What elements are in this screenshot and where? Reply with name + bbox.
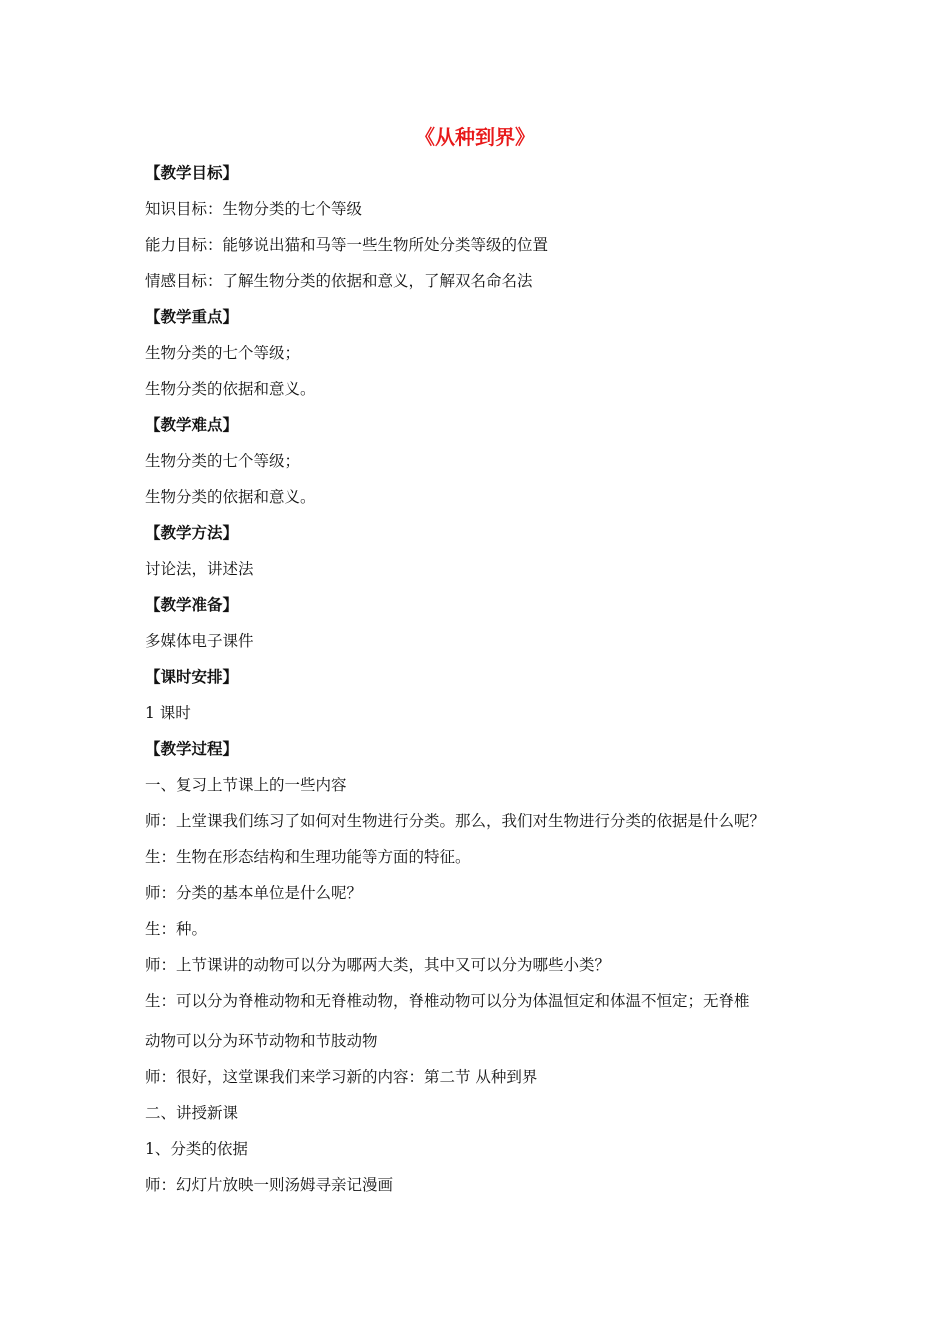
body-line: 师：幻灯片放映一则汤姆寻亲记漫画: [145, 1176, 394, 1194]
body-line: 生物分类的七个等级；: [145, 452, 301, 470]
body-line: 动物可以分为环节动物和节肢动物: [145, 1032, 378, 1050]
body-line: 生物分类的七个等级；: [145, 344, 301, 362]
body-line: 1、分类的依据: [145, 1140, 248, 1158]
body-line: 一、复习上节课上的一些内容: [145, 776, 347, 794]
section-heading: 【教学过程】: [145, 740, 239, 758]
body-line: 情感目标：了解生物分类的依据和意义，了解双名命名法: [145, 272, 533, 290]
body-line: 师：上堂课我们练习了如何对生物进行分类。那么，我们对生物进行分类的依据是什么呢？: [145, 812, 766, 830]
section-heading: 【教学准备】: [145, 596, 239, 614]
body-line: 师：分类的基本单位是什么呢？: [145, 884, 363, 902]
body-line: 能力目标：能够说出猫和马等一些生物所处分类等级的位置: [145, 236, 549, 254]
body-line: 1 课时: [145, 704, 191, 722]
body-line: 生：可以分为脊椎动物和无脊椎动物，脊椎动物可以分为体温恒定和体温不恒定；无脊椎: [145, 992, 750, 1010]
body-line: 生物分类的依据和意义。: [145, 380, 316, 398]
body-line: 讨论法，讲述法: [145, 560, 254, 578]
document-title: 《从种到界》: [415, 125, 535, 149]
body-line: 生：生物在形态结构和生理功能等方面的特征。: [145, 848, 471, 866]
section-heading: 【教学重点】: [145, 308, 239, 326]
section-heading: 【教学难点】: [145, 416, 239, 434]
body-line: 师：很好，这堂课我们来学习新的内容：第二节 从种到界: [145, 1068, 538, 1086]
body-line: 师：上节课讲的动物可以分为哪两大类，其中又可以分为哪些小类？: [145, 956, 611, 974]
section-heading: 【教学目标】: [145, 164, 239, 182]
section-heading: 【教学方法】: [145, 524, 239, 542]
body-line: 二、讲授新课: [145, 1104, 239, 1122]
body-line: 生：种。: [145, 920, 208, 938]
body-line: 知识目标：生物分类的七个等级: [145, 200, 363, 218]
body-line: 生物分类的依据和意义。: [145, 488, 316, 506]
section-heading: 【课时安排】: [145, 668, 239, 686]
body-line: 多媒体电子课件: [145, 632, 254, 650]
